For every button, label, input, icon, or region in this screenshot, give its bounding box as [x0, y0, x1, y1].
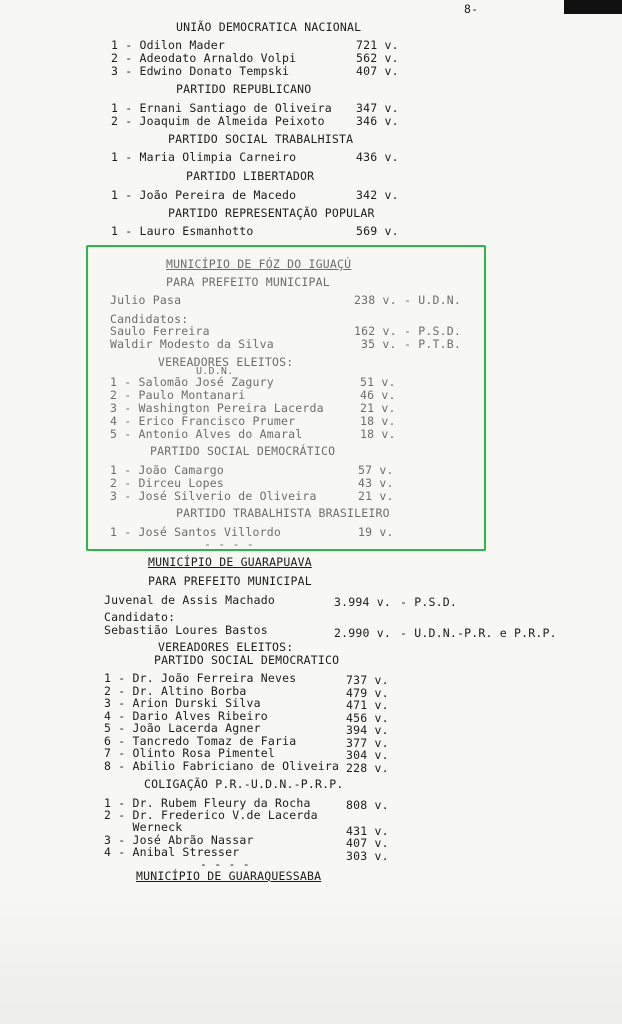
- row-votes: 394 v.: [346, 723, 389, 737]
- row-label: 2 - Dirceu Lopes: [110, 476, 224, 490]
- row-label: 4 - Erico Francisco Prumer: [110, 414, 296, 428]
- udn-label: U.D.N.: [196, 366, 234, 377]
- section-title-pl: PARTIDO LIBERTADOR: [186, 169, 315, 183]
- prefeito-heading: PARA PREFEITO MUNICIPAL: [148, 574, 312, 588]
- municipio-title-guarapuava: MUNICÍPIO DE GUARAPUAVA: [148, 555, 312, 569]
- section-title-prp: PARTIDO REPRESENTAÇÃO POPULAR: [168, 206, 375, 220]
- section-title-pst: PARTIDO SOCIAL TRABALHISTA: [168, 132, 354, 146]
- row-votes: 46 v.: [360, 388, 396, 402]
- prefeito-heading: PARA PREFEITO MUNICIPAL: [166, 275, 330, 289]
- section-title-psd: PARTIDO SOCIAL DEMOCRATICO: [154, 653, 340, 667]
- row-votes: 377 v.: [346, 736, 389, 750]
- row-label: 1 - José Santos Villordo: [110, 525, 281, 539]
- prefeito-winner-name: Juvenal de Assis Machado: [104, 593, 275, 607]
- row-votes: 342 v.: [356, 188, 399, 202]
- prefeito-winner-party: - P.S.D.: [400, 595, 457, 609]
- scan-corner-mark: [564, 0, 622, 14]
- row-label: 1 - Salomão José Zagury: [110, 375, 274, 389]
- row-votes: 808 v.: [346, 798, 389, 812]
- prefeito-winner-votes: 3.994 v.: [334, 595, 391, 609]
- section-title-psd: PARTIDO SOCIAL DEMOCRÁTICO: [150, 444, 336, 458]
- row-votes: 304 v.: [346, 748, 389, 762]
- row-votes: 471 v.: [346, 698, 389, 712]
- candidate-party: - P.S.D.: [404, 324, 461, 338]
- row-label: 2 - Joaquim de Almeida Peixoto: [111, 114, 325, 128]
- scan-shading: [0, 884, 622, 1024]
- row-votes: 347 v.: [356, 101, 399, 115]
- row-label: 3 - José Silverio de Oliveira: [110, 489, 317, 503]
- row-votes: 431 v.: [346, 824, 389, 838]
- candidato-label: Candidato:: [104, 610, 176, 624]
- row-label: 1 - Lauro Esmanhotto: [111, 224, 254, 238]
- row-votes: 407 v.: [356, 64, 399, 78]
- row-votes: 456 v.: [346, 711, 389, 725]
- vereadores-heading: VEREADORES ELEITOS:: [158, 355, 294, 369]
- row-label: 2 - Dr. Frederico V.de Lacerda: [104, 808, 318, 822]
- row-label: 3 - Edwino Donato Tempski: [111, 64, 290, 78]
- row-label: 1 - Maria Olimpia Carneiro: [111, 150, 297, 164]
- row-label: 2 - Paulo Montanari: [110, 388, 246, 402]
- row-label: 3 - Washington Pereira Lacerda: [110, 401, 324, 415]
- row-label: 6 - Tancredo Tomaz de Faria: [104, 734, 297, 748]
- candidate-votes: 162 v.: [354, 324, 397, 338]
- row-label: 5 - Antonio Alves do Amaral: [110, 427, 303, 441]
- section-title-ptb: PARTIDO TRABALHISTA BRASILEIRO: [176, 506, 390, 520]
- row-label: 5 - João Lacerda Agner: [104, 721, 261, 735]
- row-votes: 737 v.: [346, 673, 389, 687]
- row-label: 1 - João Pereira de Macedo: [111, 188, 297, 202]
- row-label: Werneck: [104, 820, 183, 834]
- candidatos-label: Candidatos:: [110, 312, 189, 326]
- row-votes: 346 v.: [356, 114, 399, 128]
- row-votes: 19 v.: [358, 525, 394, 539]
- row-votes: 479 v.: [346, 686, 389, 700]
- row-votes: 303 v.: [346, 849, 389, 863]
- row-votes: 57 v.: [358, 463, 394, 477]
- prefeito-winner-votes: 238 v.: [354, 293, 397, 307]
- row-votes: 407 v.: [346, 836, 389, 850]
- row-votes: 51 v.: [360, 375, 396, 389]
- row-label: 2 - Dr. Altino Borba: [104, 684, 247, 698]
- section-title-coligacao: COLIGAÇÃO P.R.-U.D.N.-P.R.P.: [144, 777, 344, 791]
- separator: - - - -: [200, 857, 250, 871]
- candidate-name: Sebastião Loures Bastos: [104, 623, 268, 637]
- row-label: 8 - Abilio Fabriciano de Oliveira: [104, 759, 340, 773]
- row-label: 1 - Ernani Santiago de Oliveira: [111, 101, 332, 115]
- row-votes: 21 v.: [360, 401, 396, 415]
- candidate-name: Saulo Ferreira: [110, 324, 210, 338]
- candidate-party: - P.T.B.: [404, 337, 461, 351]
- candidate-votes: 35 v.: [361, 337, 397, 351]
- separator: - - - -: [204, 537, 254, 551]
- row-votes: 436 v.: [356, 150, 399, 164]
- candidate-votes: 2.990 v.: [334, 626, 391, 640]
- row-votes: 228 v.: [346, 761, 389, 775]
- candidate-name: Waldir Modesto da Silva: [110, 337, 274, 351]
- row-votes: 569 v.: [356, 224, 399, 238]
- row-votes: 18 v.: [360, 427, 396, 441]
- row-label: 1 - Dr. João Ferreira Neves: [104, 671, 297, 685]
- row-label: 4 - Anibal Stresser: [104, 845, 240, 859]
- prefeito-winner-party: - U.D.N.: [404, 293, 461, 307]
- vereadores-heading: VEREADORES ELEITOS:: [158, 640, 294, 654]
- row-votes: 562 v.: [356, 51, 399, 65]
- section-title-udn: UNIÃO DEMOCRATICA NACIONAL: [176, 20, 362, 34]
- row-votes: 18 v.: [360, 414, 396, 428]
- row-label: 7 - Olinto Rosa Pimentel: [104, 746, 275, 760]
- row-label: 4 - Dario Alves Ribeiro: [104, 709, 268, 723]
- municipio-title-guaraquessaba: MUNICÍPIO DE GUARAQUESSABA: [136, 869, 322, 883]
- row-label: 3 - José Abrão Nassar: [104, 833, 254, 847]
- row-label: 2 - Adeodato Arnaldo Volpi: [111, 51, 297, 65]
- row-votes: 43 v.: [358, 476, 394, 490]
- candidate-party: - U.D.N.-P.R. e P.R.P.: [400, 626, 557, 640]
- section-title-pr: PARTIDO REPUBLICANO: [176, 82, 312, 96]
- prefeito-winner-name: Julio Pasa: [110, 293, 182, 307]
- municipio-title-foz: MUNICÍPIO DE FÓZ DO IGUAÇÚ: [166, 257, 352, 271]
- row-label: 1 - Dr. Rubem Fleury da Rocha: [104, 796, 311, 810]
- row-votes: 21 v.: [358, 489, 394, 503]
- row-label: 1 - Odilon Mader: [111, 38, 225, 52]
- row-label: 3 - Arion Durski Silva: [104, 696, 261, 710]
- row-votes: 721 v.: [356, 38, 399, 52]
- page-marker: 8-: [464, 2, 479, 16]
- row-label: 1 - João Camargo: [110, 463, 224, 477]
